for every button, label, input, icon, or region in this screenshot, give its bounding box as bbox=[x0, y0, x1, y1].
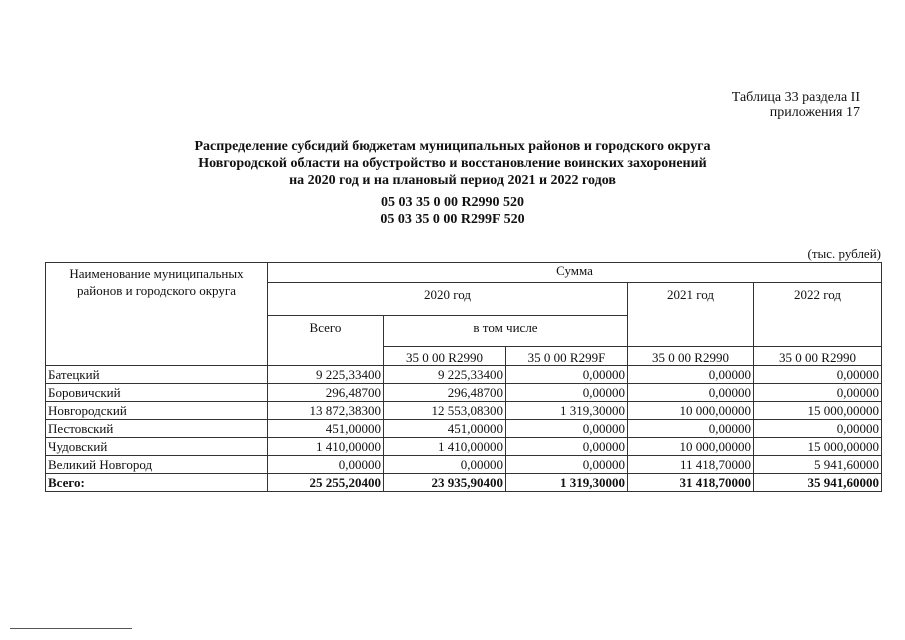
cell-r2990: 12 553,08300 bbox=[384, 402, 506, 420]
cell-2022: 5 941,60000 bbox=[754, 456, 882, 474]
cell-r2990: 296,48700 bbox=[384, 384, 506, 402]
total-2022: 35 941,60000 bbox=[754, 474, 882, 492]
header-year-2021: 2021 год bbox=[628, 283, 754, 347]
table-row bbox=[46, 438, 882, 456]
cell-total: 13 872,38300 bbox=[268, 402, 384, 420]
cell-total: 1 410,00000 bbox=[268, 438, 384, 456]
cell-total: 0,00000 bbox=[268, 456, 384, 474]
cell-total: 296,48700 bbox=[268, 384, 384, 402]
units-label: (тыс. рублей) bbox=[807, 246, 881, 261]
cell-2022: 15 000,00000 bbox=[754, 402, 882, 420]
cell-r2990: 451,00000 bbox=[384, 420, 506, 438]
cell-2021: 0,00000 bbox=[628, 366, 754, 384]
table-row bbox=[46, 456, 882, 474]
cell-r299f: 0,00000 bbox=[506, 384, 628, 402]
row-name: Боровичский bbox=[46, 384, 268, 402]
cell-r2990: 0,00000 bbox=[384, 456, 506, 474]
header-sum: Сумма bbox=[268, 263, 882, 283]
header-code-2021: 35 0 00 R2990 bbox=[628, 347, 754, 366]
table-row bbox=[46, 366, 882, 384]
cell-2022: 0,00000 bbox=[754, 366, 882, 384]
cell-total: 451,00000 bbox=[268, 420, 384, 438]
subsidy-table bbox=[45, 262, 882, 492]
cell-r2990: 9 225,33400 bbox=[384, 366, 506, 384]
table-row bbox=[46, 420, 882, 438]
cell-2022: 0,00000 bbox=[754, 384, 882, 402]
header-code-r299f: 35 0 00 R299F bbox=[506, 347, 628, 366]
footnote-separator bbox=[10, 628, 132, 629]
table-row bbox=[46, 384, 882, 402]
header-total: Всего bbox=[268, 316, 384, 366]
cell-r299f: 0,00000 bbox=[506, 366, 628, 384]
row-name: Пестовский bbox=[46, 420, 268, 438]
title-line-3: на 2020 год и на плановый период 2021 и 2022 годов bbox=[289, 173, 616, 188]
cell-r299f: 0,00000 bbox=[506, 438, 628, 456]
row-name: Батецкий bbox=[46, 366, 268, 384]
table-header bbox=[46, 263, 882, 366]
budget-code: 05 03 35 0 00 R2990 520 bbox=[380, 195, 525, 210]
row-name: Великий Новгород bbox=[46, 456, 268, 474]
document-title bbox=[0, 138, 905, 189]
row-name: Новгородский bbox=[46, 402, 268, 420]
title-line-2: Новгородской области на обустройство и восстановление воинских захоронений bbox=[198, 156, 707, 171]
cell-2021: 11 418,70000 bbox=[628, 456, 754, 474]
header-year-2022: 2022 год bbox=[754, 283, 882, 347]
cell-2021: 0,00000 bbox=[628, 384, 754, 402]
total-r2990: 23 935,90400 bbox=[384, 474, 506, 492]
cell-r299f: 0,00000 bbox=[506, 420, 628, 438]
totals-row bbox=[46, 474, 882, 492]
totals-label: Всего: bbox=[46, 474, 268, 492]
row-name: Чудовский bbox=[46, 438, 268, 456]
total-2021: 31 418,70000 bbox=[628, 474, 754, 492]
header-year-2020: 2020 год bbox=[268, 283, 628, 316]
total-all: 25 255,20400 bbox=[268, 474, 384, 492]
cell-total: 9 225,33400 bbox=[268, 366, 384, 384]
cell-r299f: 0,00000 bbox=[506, 456, 628, 474]
header-code-r2990: 35 0 00 R2990 bbox=[384, 347, 506, 366]
annex-line-1: Таблица 33 раздела II bbox=[731, 90, 860, 105]
cell-r299f: 1 319,30000 bbox=[506, 402, 628, 420]
table-row bbox=[46, 402, 882, 420]
header-including: в том числе bbox=[384, 316, 628, 347]
title-line-1: Распределение субсидий бюджетам муниципальных районов и городского округа bbox=[194, 139, 711, 154]
cell-2021: 0,00000 bbox=[628, 420, 754, 438]
header-name: Наименование муниципальных районов и городского округа bbox=[46, 263, 268, 366]
total-r299f: 1 319,30000 bbox=[506, 474, 628, 492]
annex-line-2: приложения 17 bbox=[769, 105, 860, 120]
budget-codes bbox=[0, 194, 905, 228]
cell-2022: 0,00000 bbox=[754, 420, 882, 438]
budget-code: 05 03 35 0 00 R299F 520 bbox=[380, 212, 525, 227]
annex-reference bbox=[732, 90, 860, 120]
table-body bbox=[46, 366, 882, 492]
cell-2021: 10 000,00000 bbox=[628, 438, 754, 456]
cell-2022: 15 000,00000 bbox=[754, 438, 882, 456]
cell-2021: 10 000,00000 bbox=[628, 402, 754, 420]
header-code-2022: 35 0 00 R2990 bbox=[754, 347, 882, 366]
cell-r2990: 1 410,00000 bbox=[384, 438, 506, 456]
